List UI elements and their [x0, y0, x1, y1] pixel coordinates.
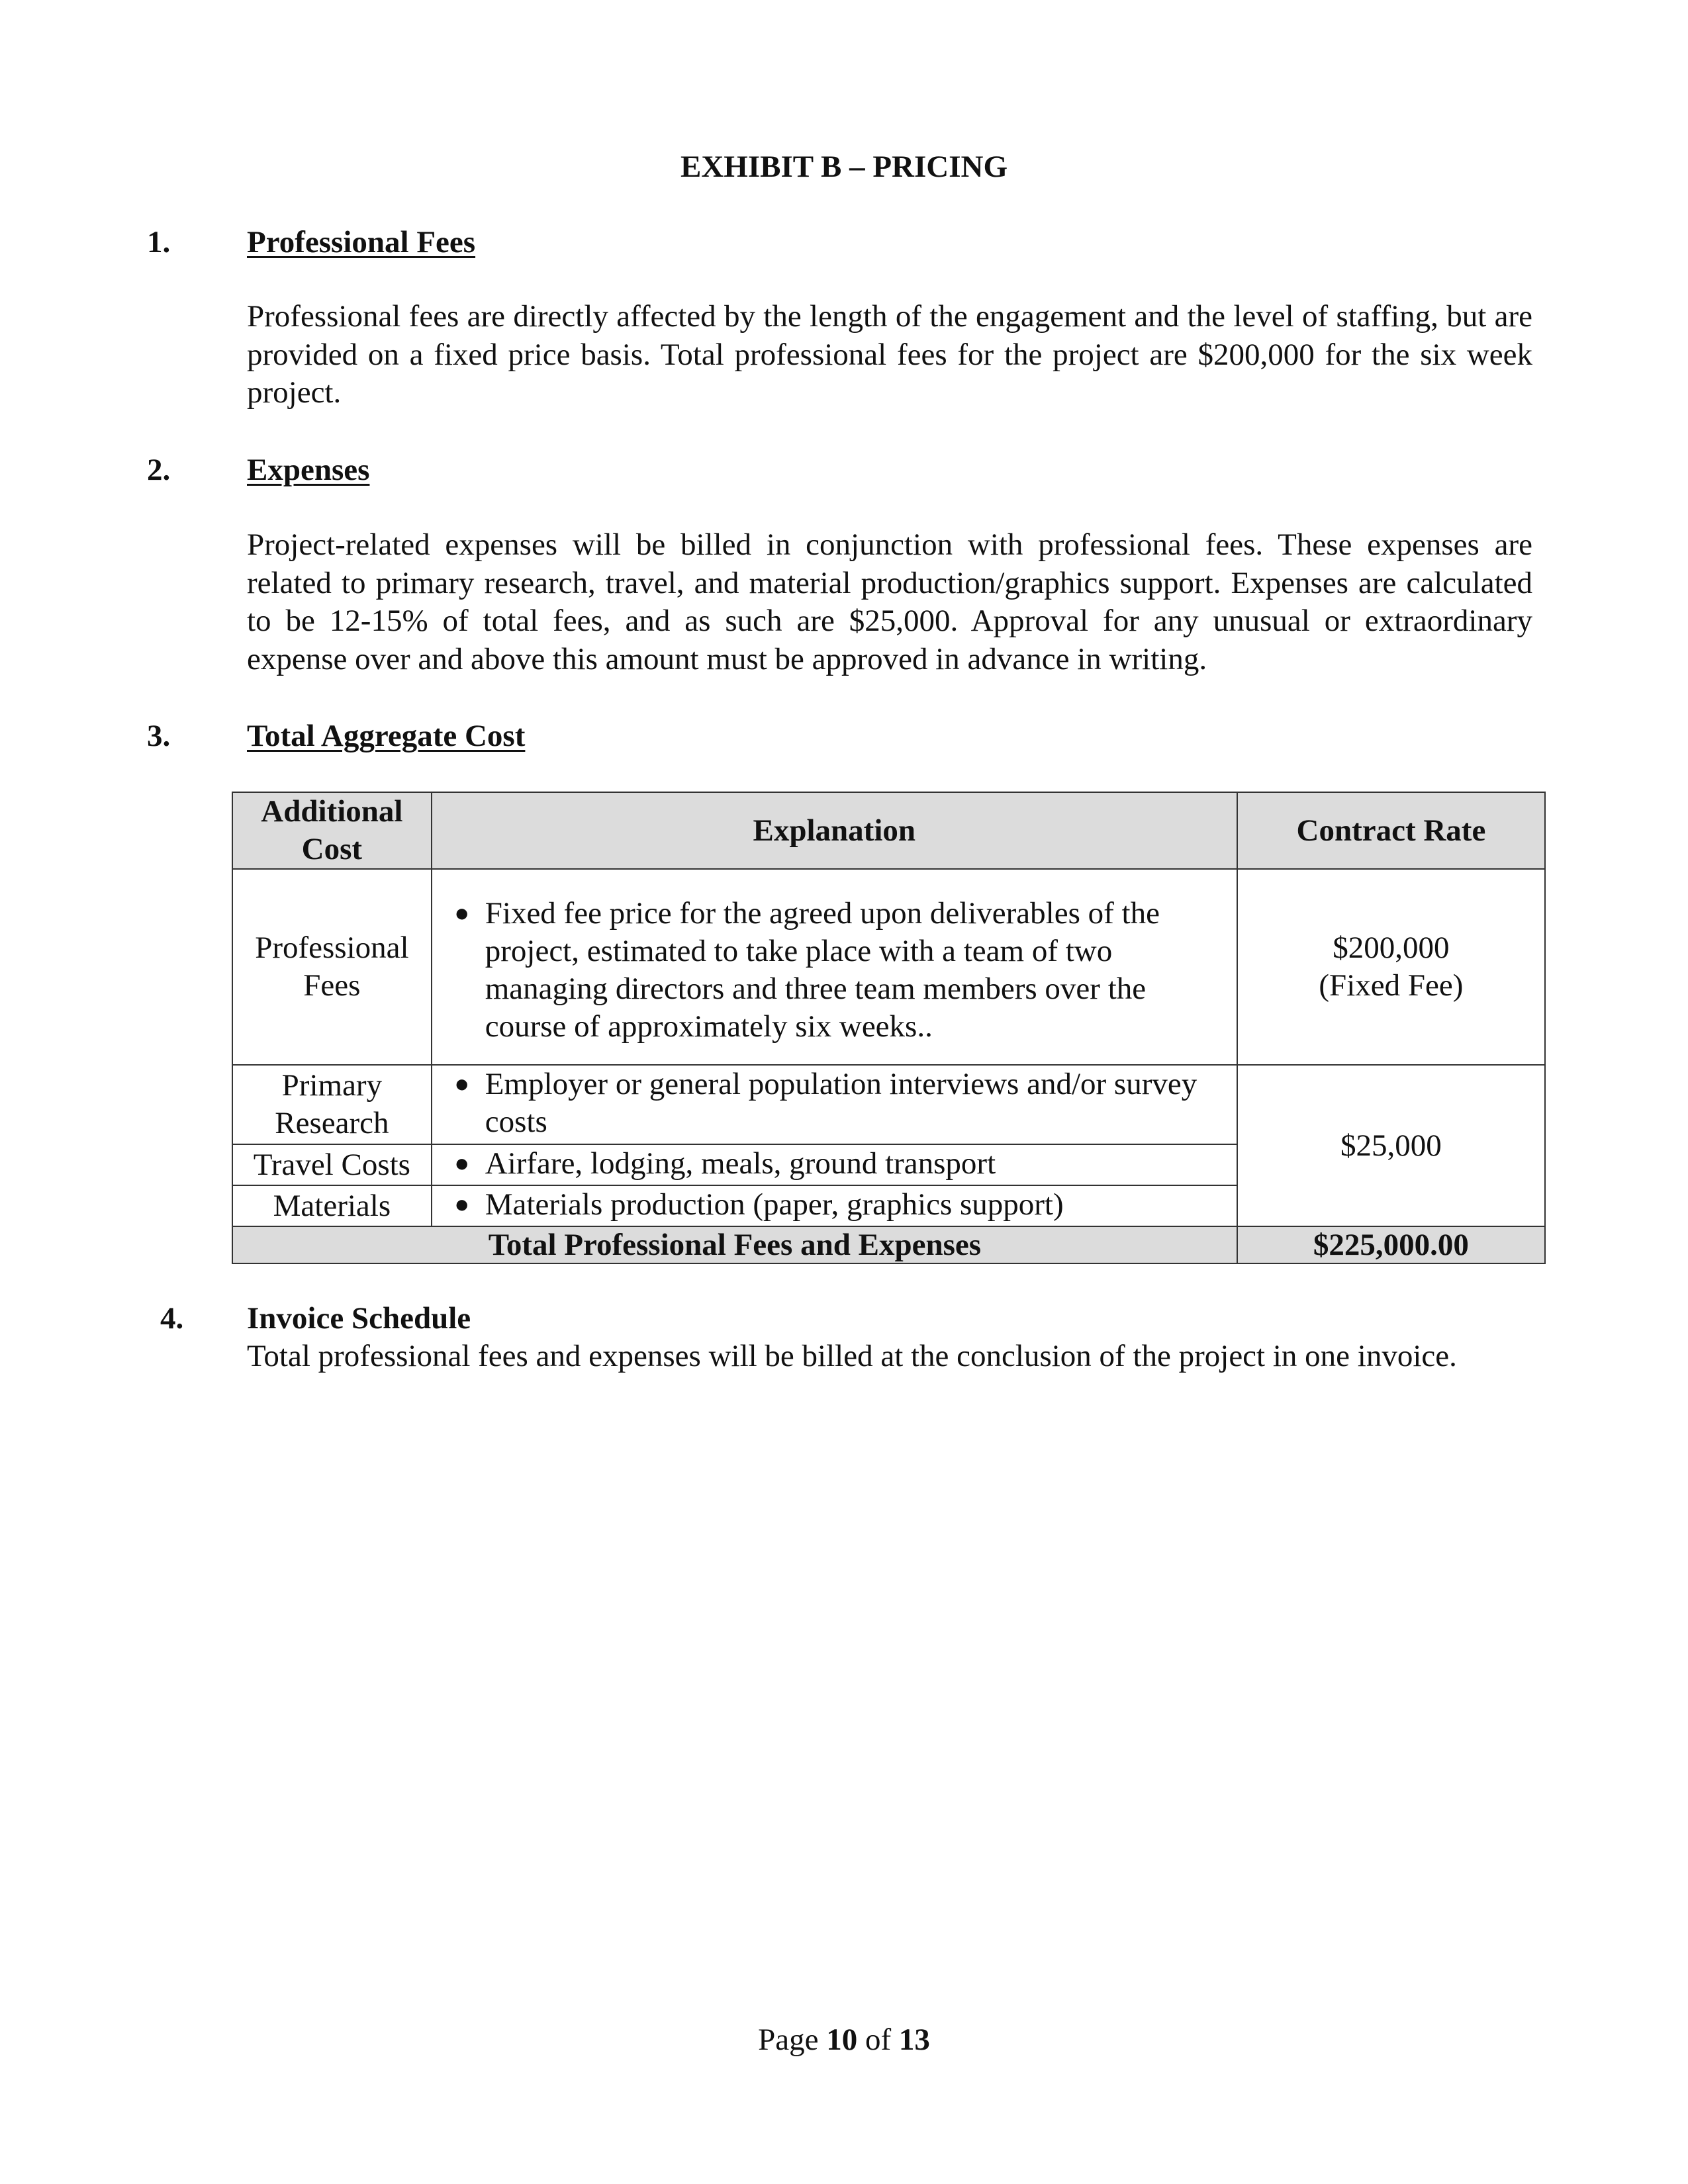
expenses-rate-cell: $25,000	[1237, 1065, 1545, 1226]
section-number-1: 1.	[147, 225, 171, 259]
table-row	[232, 1065, 1545, 1144]
explanation-text: Employer or general population interviews and/or survey costs	[485, 1067, 1197, 1139]
column-header-contract-rate: Contract Rate	[1237, 792, 1545, 869]
section-heading-professional-fees: Professional Fees	[247, 225, 476, 259]
explanation-cell	[432, 1185, 1237, 1226]
rate-note: (Fixed Fee)	[1319, 968, 1464, 1003]
explanation-text: Fixed fee price for the agreed upon deliverables of the project, estimated to take place with a team of two managing directors and three team members over the course of approximately six weeks..	[485, 896, 1160, 1044]
section-number-3: 3.	[147, 719, 171, 753]
rate-cell	[1237, 869, 1545, 1065]
footer-prefix: Page	[758, 2023, 819, 2057]
bullet-icon: ●	[454, 1070, 470, 1098]
rate-value: $200,000	[1333, 931, 1450, 965]
explanation-text: Airfare, lodging, meals, ground transport	[485, 1146, 996, 1181]
list-item	[439, 1066, 1230, 1141]
bullet-icon: ●	[454, 899, 470, 927]
aggregate-cost-table	[232, 792, 1546, 1264]
column-header-explanation: Explanation	[432, 792, 1237, 869]
section-body-expenses: Project-related expenses will be billed in conjunction with professional fees. These expenses are related to primary research, travel, and material production/graphics support. Expenses are calculated to be 12-15% of total fees, and as such are $25,000. Approval for any unusual or extraordinary expense over and above this amount must be approved in advance in writing.	[247, 527, 1532, 676]
bullet-icon: ●	[454, 1150, 470, 1177]
table-row	[232, 869, 1545, 1065]
footer-of: of	[865, 2023, 892, 2057]
cost-cell: Professional Fees	[232, 869, 432, 1065]
cost-cell: Materials	[232, 1185, 432, 1226]
footer-current-page: 10	[826, 2023, 858, 2057]
explanation-cell	[432, 1065, 1237, 1144]
cost-cell: Primary Research	[232, 1065, 432, 1144]
explanation-cell	[432, 1144, 1237, 1185]
page-footer	[0, 2020, 1688, 2060]
table-total-row	[232, 1226, 1545, 1263]
bullet-icon: ●	[454, 1191, 470, 1218]
page-title: EXHIBIT B – PRICING	[680, 150, 1008, 184]
cost-cell: Travel Costs	[232, 1144, 432, 1185]
section-number-2: 2.	[147, 453, 171, 487]
footer-total-pages: 13	[898, 2023, 930, 2057]
section-number-4: 4.	[160, 1301, 184, 1336]
list-item	[439, 1186, 1230, 1224]
section-body-invoice-schedule: Total professional fees and expenses will be billed at the conclusion of the project in one invoice.	[247, 1339, 1457, 1373]
total-value: $225,000.00	[1237, 1226, 1545, 1263]
total-label: Total Professional Fees and Expenses	[232, 1226, 1237, 1263]
section-body-professional-fees: Professional fees are directly affected by the length of the engagement and the level of staffing, but are provided on a fixed price basis. Total professional fees for the project are $200,000 for the six week project.	[247, 299, 1532, 410]
list-item	[439, 895, 1230, 1046]
column-header-additional-cost: Additional Cost	[232, 792, 432, 869]
section-heading-invoice-schedule: Invoice Schedule	[247, 1301, 471, 1336]
list-item	[439, 1145, 1230, 1183]
explanation-text: Materials production (paper, graphics support)	[485, 1187, 1064, 1222]
section-heading-total-aggregate-cost: Total Aggregate Cost	[247, 719, 526, 753]
table-header-row	[232, 792, 1545, 869]
explanation-cell	[432, 869, 1237, 1065]
section-heading-expenses: Expenses	[247, 453, 370, 487]
